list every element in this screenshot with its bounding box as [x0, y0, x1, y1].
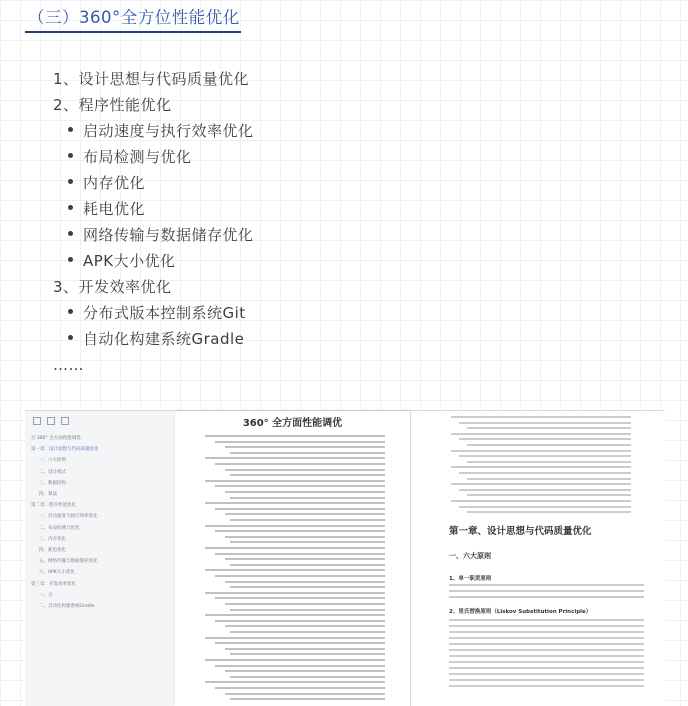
sidebar-nav-item[interactable]: 二、布局检测与优化 [39, 525, 80, 531]
toc-line [459, 489, 631, 491]
toc-line [230, 676, 385, 678]
subsection-heading-1: 1、单一职责原则 [449, 576, 492, 582]
text-line [449, 673, 644, 675]
toc-line [225, 446, 385, 448]
bullet-icon [68, 179, 73, 184]
outline-label: 内存优化 [83, 174, 146, 192]
toc-line [230, 452, 385, 454]
bullet-icon [68, 231, 73, 236]
toc-line [467, 478, 631, 480]
outline-label: 1、设计思想与代码质量优化 [53, 70, 250, 88]
grid-icon[interactable] [33, 417, 41, 425]
document-preview [25, 410, 665, 706]
text-line [449, 679, 644, 681]
toc-line [205, 592, 385, 594]
sidebar-nav-item[interactable]: 目 360° 全方面性能调优 [31, 436, 81, 441]
chapter-heading: 第一章、设计思想与代码质量优化 [449, 526, 592, 537]
outline-label: 3、开发效率优化 [53, 278, 172, 296]
outline-label: 分布式版本控制系统Git [83, 304, 246, 322]
outline-item [53, 94, 172, 115]
outline-label: 自动化构建系统Gradle [83, 330, 245, 348]
toc-line [205, 480, 385, 482]
outline-label: …… [53, 356, 84, 374]
toc-line [215, 441, 385, 443]
toc-line [225, 536, 385, 538]
bullet-icon [68, 205, 73, 210]
text-line [449, 649, 644, 651]
toc-line [225, 603, 385, 605]
outline-item [53, 276, 172, 297]
toc-line [205, 637, 385, 639]
toc-line [459, 422, 631, 424]
toc-line [230, 541, 385, 543]
sidebar-nav-item[interactable]: 第一章：设计思想与代码质量优化 [31, 447, 99, 453]
toc-line [225, 648, 385, 650]
text-line [449, 637, 644, 639]
toc-line [230, 698, 385, 700]
outline-subitem [68, 302, 246, 323]
sidebar-nav-item[interactable]: 二、设计模式 [39, 469, 66, 475]
toc-line [459, 472, 631, 474]
toc-line [230, 653, 385, 655]
toc-line [230, 497, 385, 499]
toc-line [467, 427, 631, 429]
section-title: （三）360°全方位性能优化 [28, 8, 240, 27]
toc-line [230, 474, 385, 476]
sidebar-nav-item[interactable]: 六、APK大小优化 [39, 570, 75, 576]
toc-line [451, 450, 631, 452]
document-page-2 [410, 411, 666, 706]
toc-line [467, 494, 631, 496]
text-line [449, 625, 644, 627]
toc-line [205, 502, 385, 504]
toc-line [205, 525, 385, 527]
text-line [449, 596, 644, 598]
sidebar-nav-item[interactable]: 二、自动化构建系统Gradle [39, 604, 95, 609]
toc-line [215, 665, 385, 667]
text-line [449, 590, 644, 592]
bullet-icon [68, 335, 73, 340]
outline-subitem [68, 224, 254, 245]
toc-line [205, 457, 385, 459]
bookmark-icon[interactable] [61, 417, 69, 425]
subsection-heading-2: 2、里氏替换原则（Liskov Substitution Principle） [449, 609, 592, 615]
outline-subitem [68, 328, 244, 349]
sidebar-nav-item[interactable]: 三、数据结构 [39, 480, 66, 486]
toc-line [225, 491, 385, 493]
text-line [449, 619, 644, 621]
section-heading: 一、六大原则 [449, 552, 491, 560]
outline-label: 启动速度与执行效率优化 [83, 122, 254, 140]
toc-line [230, 519, 385, 521]
toc-line [215, 687, 385, 689]
outline-sidebar [25, 411, 176, 706]
toc-line [459, 506, 631, 508]
toc-line [225, 693, 385, 695]
sidebar-nav-item[interactable]: 一、启动速度与执行效率优化 [39, 514, 98, 520]
toc-line [225, 558, 385, 560]
sidebar-toolbar [33, 417, 69, 425]
toc-line [225, 625, 385, 627]
toc-line [205, 659, 385, 661]
outline-subitem [68, 120, 254, 141]
toc-line [451, 416, 631, 418]
toc-line [205, 569, 385, 571]
toc-line [215, 463, 385, 465]
text-line [449, 685, 644, 687]
toc-line [459, 438, 631, 440]
bullet-icon [68, 257, 73, 262]
toc-line [215, 553, 385, 555]
text-line [449, 661, 644, 663]
outline-subitem [68, 146, 192, 167]
toc-line [205, 435, 385, 437]
text-line [449, 643, 644, 645]
toc-line [451, 466, 631, 468]
toc-line [230, 631, 385, 633]
outline-label: 耗电优化 [83, 200, 146, 218]
toc-line [225, 670, 385, 672]
bullet-icon [68, 127, 73, 132]
toc-line [230, 609, 385, 611]
sidebar-nav-item[interactable]: 一、六大原则 [39, 458, 66, 464]
outline-subitem [68, 172, 145, 193]
text-line [449, 631, 644, 633]
outline-subitem [68, 250, 176, 271]
sidebar-nav-item[interactable]: 一、分 [39, 592, 53, 598]
toc-line [215, 642, 385, 644]
title-underline [25, 31, 241, 33]
toc-line [467, 461, 631, 463]
bullet-icon [68, 309, 73, 314]
toc-line [225, 469, 385, 471]
outline-label: 布局检测与优化 [83, 148, 192, 166]
toc-line [215, 485, 385, 487]
toc-line [215, 530, 385, 532]
toc-line [215, 508, 385, 510]
toc-line [225, 513, 385, 515]
sidebar-nav-item[interactable]: 第二章：程序性能优化 [31, 503, 76, 509]
text-line [449, 667, 644, 669]
toc-line [467, 511, 631, 513]
document-title: 360° 全方面性能调优 [242, 418, 343, 429]
toc-line [225, 581, 385, 583]
text-line [449, 584, 644, 586]
toc-line [215, 597, 385, 599]
toc-line [205, 547, 385, 549]
sidebar-nav-item[interactable]: 三、内存优化 [39, 536, 66, 542]
outline-label: 2、程序性能优化 [53, 96, 172, 114]
list-icon[interactable] [47, 417, 55, 425]
toc-line [459, 455, 631, 457]
outline-item [53, 356, 84, 374]
toc-line [230, 586, 385, 588]
toc-line [205, 681, 385, 683]
outline-label: 网络传输与数据储存优化 [83, 226, 254, 244]
document-page [175, 411, 410, 706]
toc-line [215, 575, 385, 577]
toc-line [467, 444, 631, 446]
sidebar-nav-item[interactable]: 四、耗电优化 [39, 548, 66, 553]
outline-item [53, 68, 249, 89]
outline-subitem [68, 198, 145, 219]
sidebar-nav-item[interactable]: 第三章：开发效率优化 [31, 581, 76, 587]
toc-line [205, 614, 385, 616]
toc-line [451, 483, 631, 485]
toc-line [451, 433, 631, 435]
toc-line [451, 500, 631, 502]
toc-line [215, 620, 385, 622]
sidebar-nav-item[interactable]: 五、网络传输与数据储存优化 [39, 559, 98, 565]
bullet-icon [68, 153, 73, 158]
toc-line [230, 564, 385, 566]
outline-label: APK大小优化 [83, 252, 176, 270]
sidebar-nav-item[interactable]: 四、算法 [39, 492, 57, 497]
text-line [449, 655, 644, 657]
